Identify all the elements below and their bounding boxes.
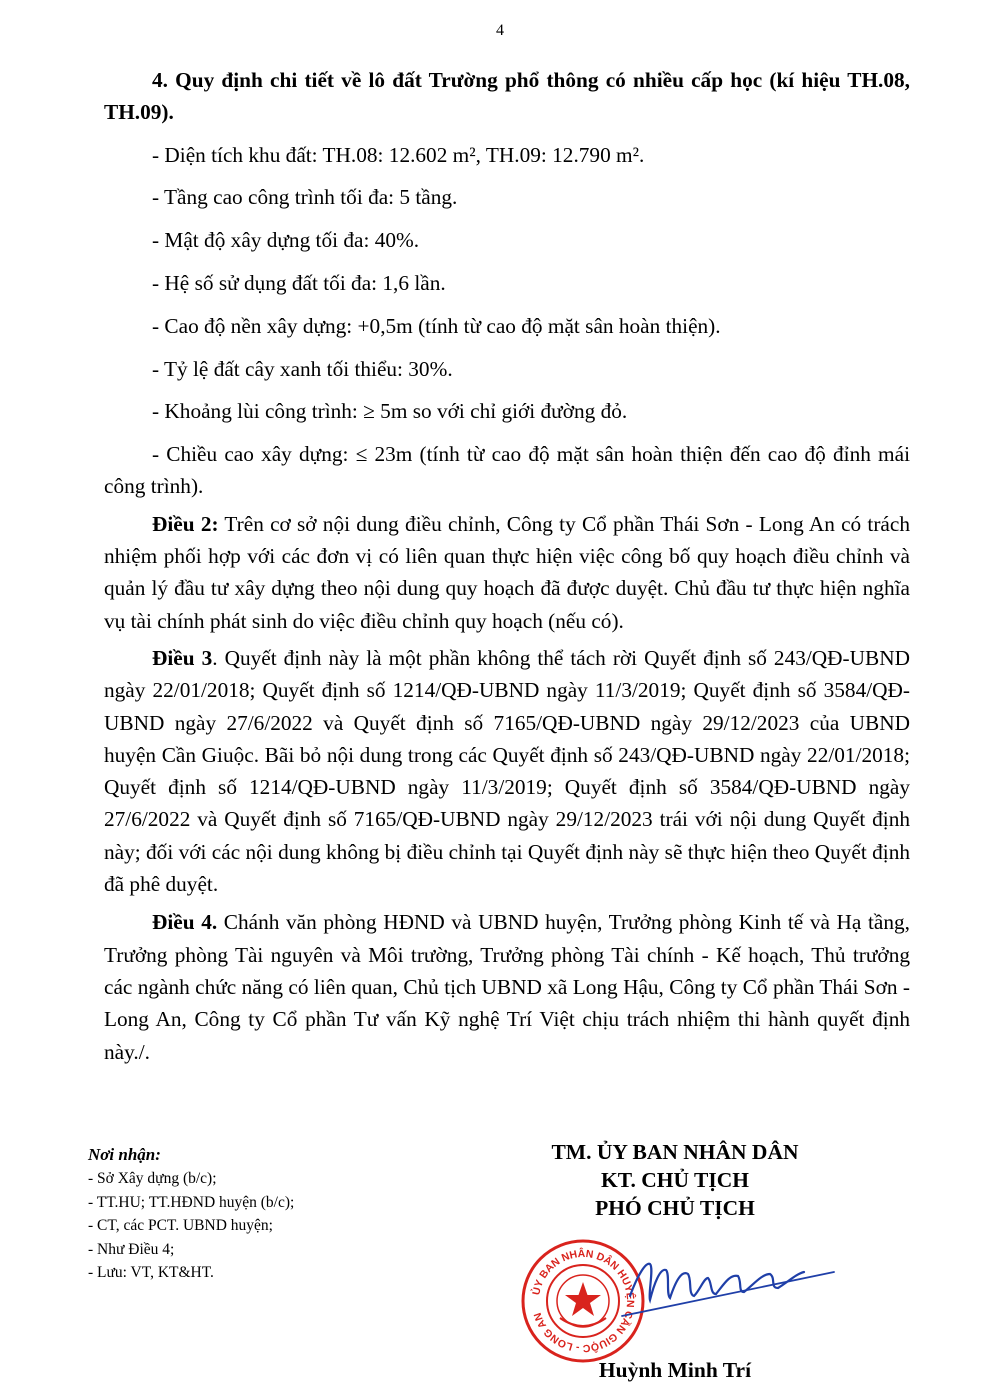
seal-gear-icon	[560, 1318, 606, 1326]
article-4-text: Chánh văn phòng HĐND và UBND huyện, Trưởng phòng Kinh tế và Hạ tầng, Trưởng phòng Tài nguyên và Môi trường, Trưởng phòng Tài chính - Kế hoạch, Thủ trưởng các ngành chức năng có liên quan, Chủ tịch UBND xã Long Hậu, Công ty Cổ phần Thái Sơn - Long An, Công ty Cổ phần Tư vấn Kỹ nghệ Trí Việt chịu trách nhiệm thi hành quyết định này./.	[104, 910, 910, 1064]
section-heading: 4. Quy định chi tiết về lô đất Trường phổ thông có nhiều cấp học (kí hiệu TH.08, TH.09).	[104, 68, 910, 125]
recipient-item: - CT, các PCT. UBND huyện;	[88, 1217, 273, 1235]
signature-line-1: TM. ỦY BAN NHÂN DÂN	[551, 1140, 799, 1164]
signature-line-3: PHÓ CHỦ TỊCH	[595, 1196, 755, 1220]
recipients-list	[88, 1167, 448, 1285]
list-item: - Chiều cao xây dựng: ≤ 23m (tính từ cao độ mặt sân hoàn thiện đến cao độ đỉnh mái công trình).	[104, 442, 910, 499]
recipients-title: Nơi nhận:	[88, 1145, 161, 1164]
recipient-item: - Sở Xây dựng (b/c);	[88, 1170, 217, 1187]
list-item: - Hệ số sử dụng đất tối đa: 1,6 lần.	[152, 270, 446, 295]
seal-star-icon	[565, 1282, 601, 1316]
list-item: - Cao độ nền xây dựng: +0,5m (tính từ cao độ mặt sân hoàn thiện).	[152, 313, 721, 338]
seal-emblem	[557, 1275, 609, 1327]
article-3	[104, 642, 910, 900]
signature-block	[500, 1138, 850, 1222]
article-2-label: Điều 2:	[152, 511, 219, 536]
signer-name: Huỳnh Minh Trí	[598, 1358, 752, 1382]
list-item: - Tỷ lệ đất cây xanh tối thiểu: 30%.	[152, 356, 453, 381]
recipient-item: - TT.HU; TT.HĐND huyện (b/c);	[88, 1193, 295, 1211]
article-2	[104, 508, 910, 637]
list-item: - Khoảng lùi công trình: ≥ 5m so với chỉ giới đường đỏ.	[152, 399, 628, 424]
seal-text: ỦY BAN NHÂN DÂN HUYỆN CẦN GIUỘC - LONG AN	[530, 1247, 637, 1355]
recipients-block	[88, 1142, 448, 1285]
list-item: - Tầng cao công trình tối đa: 5 tầng.	[152, 185, 458, 210]
recipient-item: - Lưu: VT, KT&HT.	[88, 1264, 214, 1282]
signature-line-2: KT. CHỦ TỊCH	[601, 1168, 749, 1192]
article-2-text: Trên cơ sở nội dung điều chỉnh, Công ty Cổ phần Thái Sơn - Long An có trách nhiệm phối hợp với các đơn vị có liên quan thực hiện việc công bố quy hoạch điều chỉnh và quản lý đầu tư xây dựng theo nội dung quy hoạch đã được duyệt. Chủ đầu tư thực hiện nghĩa vụ tài chính phát sinh do việc điều chỉnh quy hoạch (nếu có).	[104, 511, 910, 633]
article-3-text: . Quyết định này là một phần không thể tách rời Quyết định số 243/QĐ-UBND ngày 22/01/2018; Quyết định số 1214/QĐ-UBND ngày 11/3/2019; Quyết định số 3584/QĐ-UBND ngày 27/6/2022 và Quyết định số 7165/QĐ-UBND ngày 29/12/2023 của UBND huyện Cần Giuộc. Bãi bỏ nội dung trong các Quyết định số 243/QĐ-UBND ngày 22/01/2018; Quyết định số 1214/QĐ-UBND ngày 11/3/2019; Quyết định số 3584/QĐ-UBND ngày 27/6/2022 và Quyết định số 7165/QĐ-UBND ngày 29/12/2023 trái với nội dung Quyết định này; đối với các nội dung không bị điều chỉnh tại Quyết định này sẽ thực hiện theo Quyết định đã phê duyệt.	[104, 645, 910, 897]
list-item: - Mật độ xây dựng tối đa: 40%.	[152, 228, 420, 253]
article-4-label: Điều 4.	[152, 910, 218, 935]
recipient-item: - Như Điều 4;	[88, 1240, 175, 1258]
page-number: 4	[496, 22, 504, 39]
article-4	[104, 906, 910, 1067]
list-item: - Diện tích khu đất: TH.08: 12.602 m², TH.09: 12.790 m².	[152, 142, 645, 167]
document-body	[104, 64, 910, 1073]
article-3-label: Điều 3	[152, 645, 213, 670]
handwritten-signature	[620, 1234, 840, 1324]
